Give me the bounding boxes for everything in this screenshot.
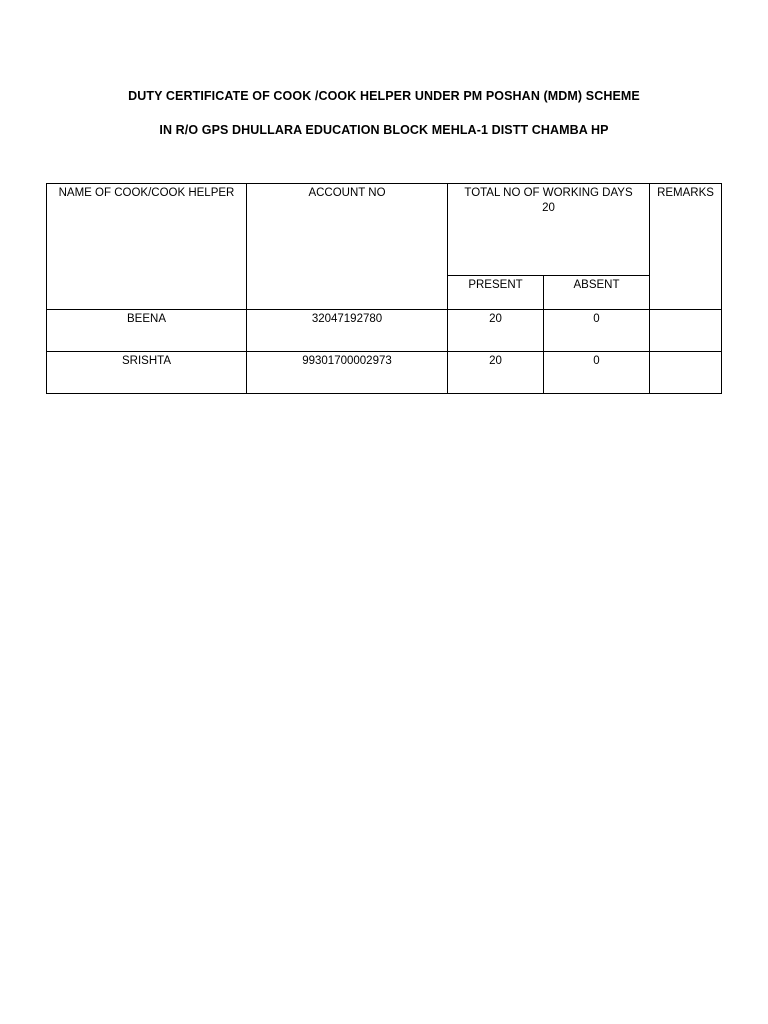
cell-absent: 0 xyxy=(544,352,650,394)
header-total-days xyxy=(448,184,650,276)
cell-present: 20 xyxy=(448,310,544,352)
cell-name: SRISHTA xyxy=(47,352,247,394)
header-remarks xyxy=(650,184,722,310)
header-name xyxy=(47,184,247,310)
header-account-label: ACCOUNT NO xyxy=(308,187,386,199)
cell-absent: 0 xyxy=(544,310,650,352)
header-remarks-label: REMARKS xyxy=(657,187,714,199)
table-row xyxy=(47,310,722,352)
document-subtitle: IN R/O GPS DHULLARA EDUCATION BLOCK MEHLA-1 DISTT CHAMBA HP xyxy=(159,123,609,137)
duty-table xyxy=(46,183,722,394)
document-title: DUTY CERTIFICATE OF COOK /COOK HELPER UNDER PM POSHAN (MDM) SCHEME xyxy=(128,89,640,103)
table-header-row xyxy=(47,184,722,276)
header-total-days-label: TOTAL NO OF WORKING DAYS xyxy=(464,187,633,199)
header-present: PRESENT xyxy=(448,276,544,310)
table-row xyxy=(47,352,722,394)
header-name-label: NAME OF COOK/COOK HELPER xyxy=(58,187,235,199)
cell-name: BEENA xyxy=(47,310,247,352)
cell-account: 32047192780 xyxy=(247,310,448,352)
header-account xyxy=(247,184,448,310)
cell-remarks xyxy=(650,310,722,352)
header-absent: ABSENT xyxy=(544,276,650,310)
header-total-days-value: 20 xyxy=(542,202,555,214)
cell-present: 20 xyxy=(448,352,544,394)
cell-remarks xyxy=(650,352,722,394)
cell-account: 99301700002973 xyxy=(247,352,448,394)
